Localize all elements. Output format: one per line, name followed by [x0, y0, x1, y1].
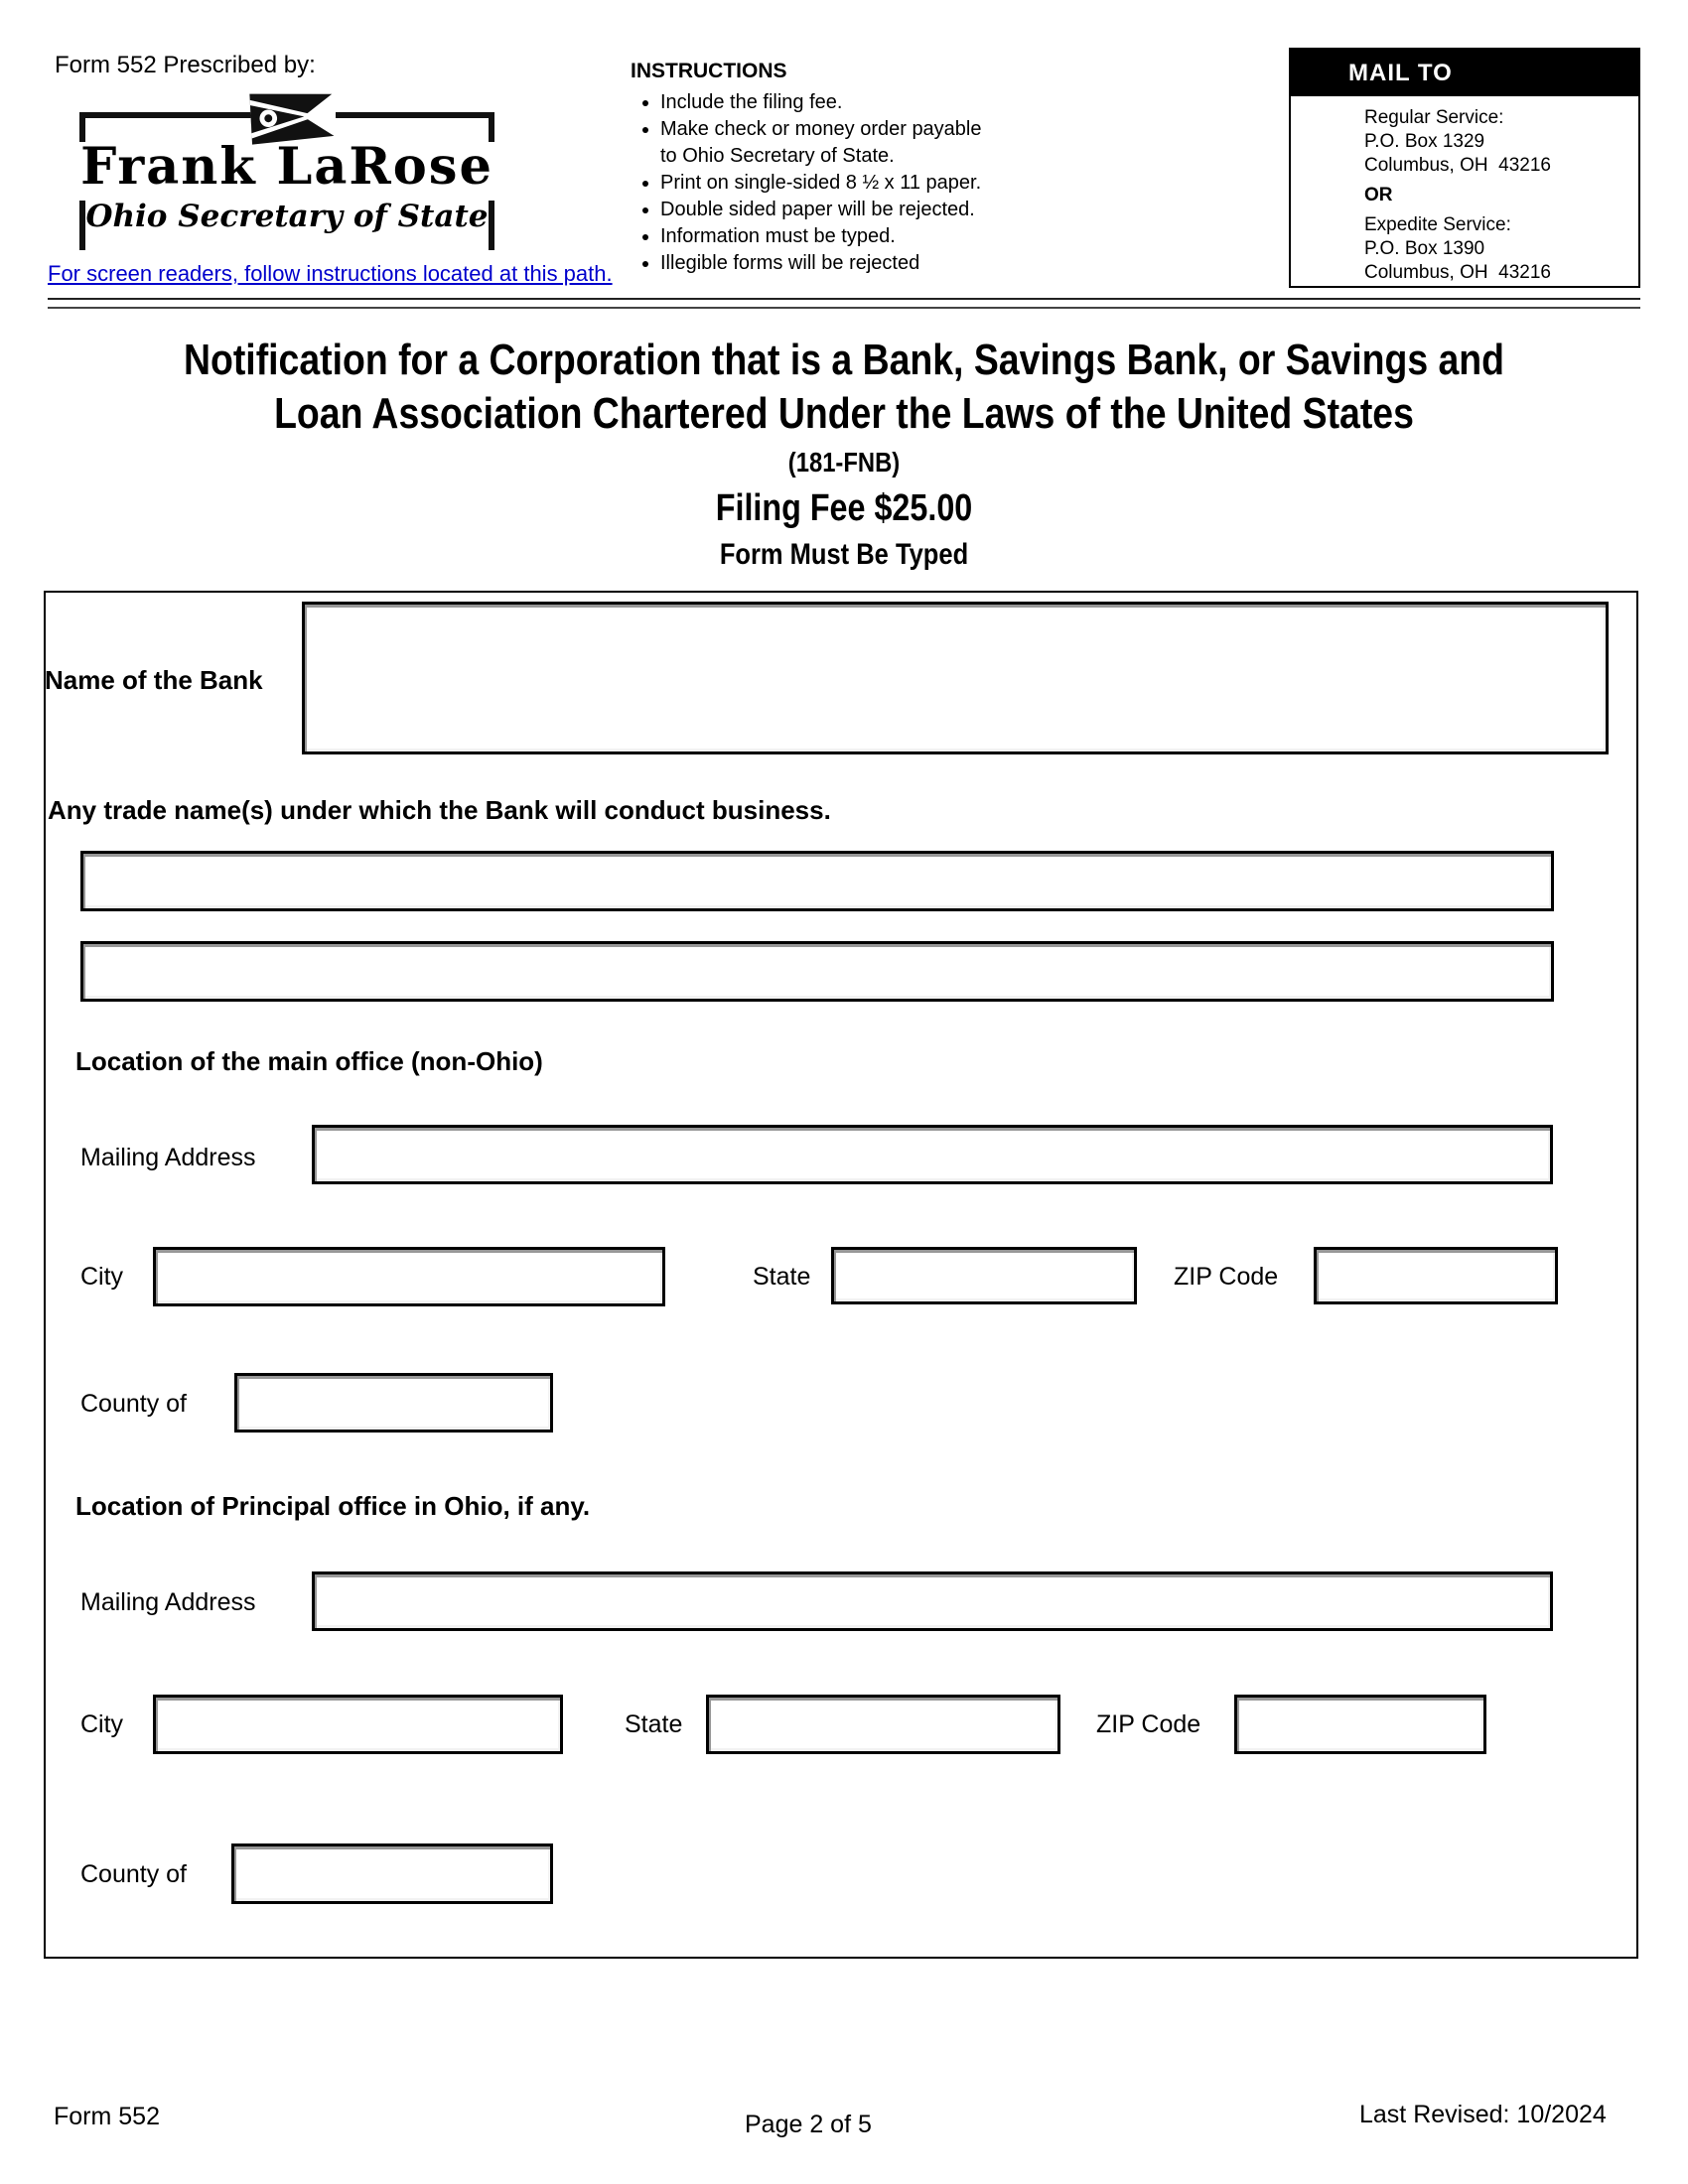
- instruction-item: • Information must be typed.: [660, 223, 1003, 250]
- footer-form-number: Form 552: [54, 2103, 160, 2130]
- expedite-service-city: Columbus, OH 43216: [1364, 262, 1551, 283]
- footer-page-indicator: Page 2 of 5: [745, 2111, 872, 2138]
- main-city-label: City: [80, 1263, 124, 1291]
- ohio-zip-label: ZIP Code: [1096, 1710, 1201, 1738]
- header-divider-line-2: [48, 307, 1640, 309]
- instruction-item: • Make check or money order payable to Ohio Secretary of State.: [660, 116, 1003, 170]
- instruction-item: • Include the filing fee.: [660, 89, 1003, 116]
- logo-frame-top-left: [79, 112, 251, 118]
- ohio-state-label: State: [625, 1710, 683, 1738]
- bank-name-label: Name of the Bank: [45, 665, 263, 695]
- ohio-office-heading: Location of Principal office in Ohio, if any.: [75, 1491, 591, 1521]
- ohio-office-mailing-address-input[interactable]: [312, 1571, 1553, 1631]
- page-title-line-1: Notification for a Corporation that is a Bank, Savings Bank, or Savings and: [183, 336, 1505, 384]
- instructions-list: [631, 89, 1008, 277]
- form-code: (181-FNB): [787, 447, 901, 478]
- instruction-item: • Double sided paper will be rejected.: [660, 197, 1003, 223]
- mail-to-header: MAIL TO: [1291, 50, 1638, 96]
- regular-service-po-box: P.O. Box 1329: [1364, 131, 1485, 152]
- regular-service-city: Columbus, OH 43216: [1364, 155, 1551, 176]
- expedite-service-po-box: P.O. Box 1390: [1364, 238, 1485, 259]
- mail-to-box: [1289, 48, 1640, 288]
- main-state-label: State: [753, 1263, 811, 1291]
- ohio-office-zip-input[interactable]: [1234, 1695, 1486, 1754]
- mail-to-or-label: OR: [1364, 185, 1393, 205]
- main-office-county-input[interactable]: [234, 1373, 553, 1433]
- main-mailing-address-label: Mailing Address: [80, 1144, 256, 1171]
- bank-name-input[interactable]: [302, 602, 1609, 754]
- ohio-office-county-input[interactable]: [231, 1843, 553, 1904]
- main-office-city-input[interactable]: [153, 1247, 665, 1306]
- page-title-line-2: Loan Association Chartered Under the Laws of the United States: [274, 389, 1414, 438]
- main-office-mailing-address-input[interactable]: [312, 1125, 1553, 1184]
- instruction-item: • Illegible forms will be rejected: [660, 250, 1003, 277]
- main-office-heading: Location of the main office (non-Ohio): [75, 1046, 543, 1076]
- instruction-item: • Print on single-sided 8 ½ x 11 paper.: [660, 170, 1003, 197]
- ohio-office-state-input[interactable]: [706, 1695, 1060, 1754]
- trade-name-1-input[interactable]: [80, 851, 1554, 911]
- main-office-zip-input[interactable]: [1314, 1247, 1558, 1304]
- trade-name-heading: Any trade name(s) under which the Bank will conduct business.: [48, 795, 831, 825]
- main-office-state-input[interactable]: [831, 1247, 1137, 1304]
- ohio-office-city-input[interactable]: [153, 1695, 563, 1754]
- ohio-county-label: County of: [80, 1860, 188, 1888]
- ohio-city-label: City: [80, 1710, 124, 1738]
- typed-note: Form Must Be Typed: [719, 538, 969, 571]
- title-block: [127, 334, 1562, 578]
- trade-name-2-input[interactable]: [80, 941, 1554, 1002]
- expedite-service-label: Expedite Service:: [1364, 214, 1511, 235]
- instructions-section: [631, 60, 1008, 277]
- main-county-label: County of: [80, 1390, 188, 1418]
- main-zip-label: ZIP Code: [1174, 1263, 1279, 1291]
- logo-subtitle: Ohio Secretary of State: [85, 199, 489, 234]
- ohio-mailing-address-label: Mailing Address: [80, 1588, 256, 1616]
- prescribed-by-text: Form 552 Prescribed by:: [55, 52, 316, 78]
- regular-service-label: Regular Service:: [1364, 107, 1504, 128]
- mail-to-body: [1291, 96, 1638, 285]
- logo-frame-top-right: [336, 112, 494, 118]
- logo-name: Frank LaRose: [80, 137, 493, 197]
- footer-last-revised: Last Revised: 10/2024: [1359, 2101, 1607, 2128]
- header-divider-line-1: [48, 298, 1640, 300]
- screen-reader-link[interactable]: For screen readers, follow instructions located at this path.: [48, 261, 613, 286]
- sos-logo: [79, 87, 494, 254]
- instructions-title: INSTRUCTIONS: [631, 60, 787, 82]
- filing-fee: Filing Fee $25.00: [715, 487, 973, 529]
